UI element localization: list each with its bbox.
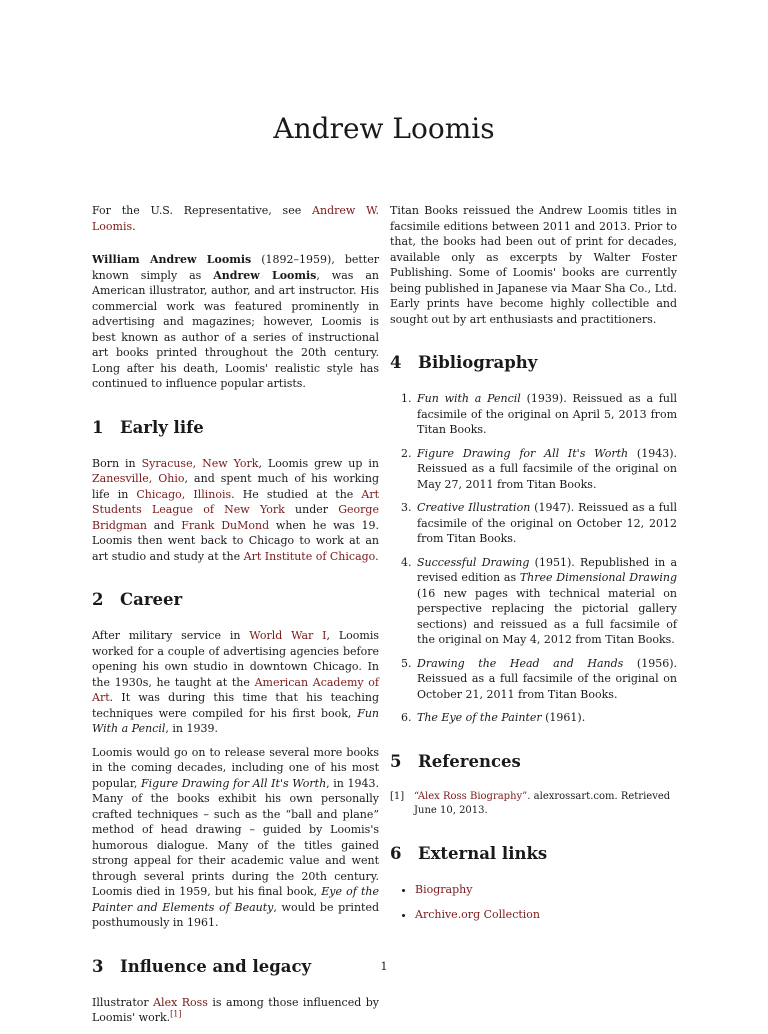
list-item: 5. Drawing the Head and Hands (1956). Reissued as a full facsimile of the original on October 21, 2011 from Titan Books. xyxy=(415,656,677,703)
link-world-war-i[interactable]: World War I xyxy=(249,629,327,642)
list-item xyxy=(415,907,677,923)
career-paragraph-2: Loomis would go on to release several more books in the coming decades, including one of his most popular, Figure Drawing for All It's Worth, in 1943. Many of the books exhibit his own personally crafted techniques – such as the “ball and plane” method of head drawing – guided by Loomis's humorous dialogue. Many of the titles gained strong appeal for their academic value and went through several prints during the 20th century. Loomis died in 1959, but his final book, Eye of the Painter and Elements of Beauty, would be printed posthumously in 1961. xyxy=(92,745,380,929)
link-art-institute[interactable]: Art Institute of Chicago xyxy=(243,549,376,563)
link-alex-ross[interactable]: Alex Ross xyxy=(153,995,208,1009)
link-biography[interactable]: Biography xyxy=(415,882,473,896)
section-heading-early-life: 1 Early life xyxy=(92,417,204,437)
section-heading-bibliography: 4 Bibliography xyxy=(390,353,538,372)
link-chicago[interactable]: Chicago, Illinois xyxy=(136,487,232,501)
link-syracuse[interactable]: Syracuse, New York xyxy=(141,456,259,470)
link-frank-dumond[interactable]: Frank DuMond xyxy=(181,518,270,532)
list-item: 2. Figure Drawing for All It's Worth (1943). Reissued as a full facsimile of the original on May 27, 2011 from Titan Books. xyxy=(415,446,677,493)
section-heading-career: 2 Career xyxy=(92,590,183,609)
list-item: 1. Fun with a Pencil (1939). Reissued as a full facsimile of the original on April 5, 2013 from Titan Books. xyxy=(415,391,677,438)
link-zanesville[interactable]: Zanesville, Ohio xyxy=(92,472,185,485)
intro-paragraph: William Andrew Loomis (1892–1959), better known simply as Andrew Loomis, was an American illustrator, author, and art instructor. His commercial work was featured prominently in advertising and magazines; however, Loomis is best known as author of a series of instructional art books printed throughout the 20th century. Long after his death, Loomis' realistic style has continued to influence popular artists. xyxy=(92,253,379,390)
influence-paragraph-2: Titan Books reissued the Andrew Loomis titles in facsimile editions between 2011 and 2013. Prior to that, the books had been out of print for decades, available only as excerpts by Walter Foster Publishing. Some of Loomis' books are currently being published in Japanese via Maar Sha Co., Ltd. Early prints have become highly collectible and sought out by art enthusiasts and practitioners. xyxy=(390,204,677,326)
career-paragraph-1: After military service in World War I, Loomis worked for a couple of advertising agencies before opening his own studio in downtown Chicago. In the 1930s, he taught at the American Academy of Art. It was during this time that his teaching techniques were compiled for his first book, Fun With a Pencil, in 1939. xyxy=(92,629,380,735)
reference-title-link[interactable]: “Alex Ross Biography” xyxy=(414,790,528,802)
left-column xyxy=(92,203,379,1034)
early-life-paragraph: Born in Syracuse, New York, Loomis grew up in Zanesville, Ohio, and spent much of his working life in Chicago, Illinois. He studied at the Art Students League of New York under George Bridgman and Frank DuMond when he was 19. Loomis then went back to Chicago to work at an art studio and study at the Art Institute of Chicago. xyxy=(92,456,379,563)
page-number: 1 xyxy=(380,960,388,973)
hatnote-link[interactable]: Andrew W. Loomis xyxy=(92,204,379,233)
references-list xyxy=(390,790,677,818)
link-american-academy[interactable]: American Academy of Art xyxy=(92,675,380,704)
list-item: 6. The Eye of the Painter (1961). xyxy=(415,710,677,726)
link-art-students-league[interactable]: Art Students League of New York xyxy=(92,487,379,516)
list-item: [1] “Alex Ross Biography”. alexrossart.com. Retrieved June 10, 2013. xyxy=(390,790,671,816)
section-heading-influence: 3 Influence and legacy xyxy=(92,956,312,976)
link-archive-org[interactable]: Archive.org Collection xyxy=(415,908,540,921)
bibliography-list xyxy=(390,391,677,726)
link-george-bridgman[interactable]: George Bridgman xyxy=(92,503,379,532)
right-column xyxy=(390,203,677,933)
section-heading-external-links: 6 External links xyxy=(390,843,548,863)
influence-paragraph-1: Illustrator Alex Ross is among those influenced by Loomis' work.[1] xyxy=(92,995,379,1024)
reference-link[interactable]: [1] xyxy=(170,1009,182,1019)
list-item: 3. Creative Illustration (1947). Reissued as a full facsimile of the original on October 12, 2012 from Titan Books. xyxy=(415,500,677,547)
external-links-list xyxy=(390,882,677,923)
list-item xyxy=(415,882,677,898)
page-title: Andrew Loomis xyxy=(273,112,495,145)
hatnote: For the U.S. Representative, see Andrew W. Loomis. xyxy=(92,204,379,233)
list-item: 4. Successful Drawing (1951). Republished in a revised edition as Three Dimensional Drawing (16 new pages with technical material on perspective replacing the pictorial gallery sections) and reissued as a full facsimile of the original on May 4, 2012 from Titan Books. xyxy=(415,555,677,648)
section-heading-references: 5 References xyxy=(390,751,521,771)
